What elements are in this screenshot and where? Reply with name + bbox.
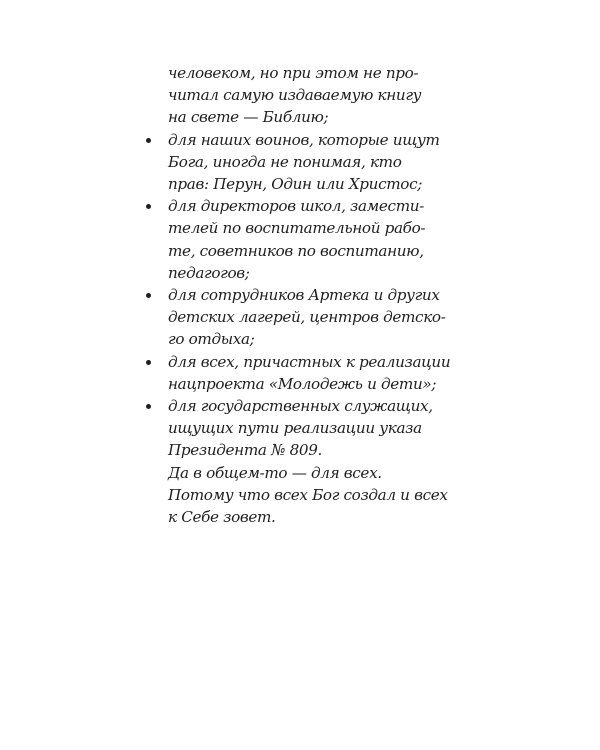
text-line: для сотрудников Артека и других xyxy=(168,286,440,305)
bullet-icon xyxy=(146,360,151,365)
bullet-icon xyxy=(146,138,151,143)
text-line: Бога, иногда не понимая, кто xyxy=(168,152,402,171)
text-line: педагогов; xyxy=(168,263,250,282)
text-line: для наших воинов, которые ищут xyxy=(168,130,440,149)
text-line: те, советников по воспитанию, xyxy=(168,241,424,260)
text-line: человеком, но при этом не про- xyxy=(168,64,419,82)
text-line: для государственных служащих, xyxy=(168,397,433,416)
text-line: прав: Перун, Один или Христос; xyxy=(168,175,423,194)
text-line: детских лагерей, центров детско- xyxy=(168,308,446,327)
list-item-warriors xyxy=(168,129,440,196)
text-line: го отдыха; xyxy=(168,330,255,349)
body-text xyxy=(168,62,451,528)
text-line: на свете — Библию; xyxy=(168,108,329,127)
text-line: для директоров школ, замести- xyxy=(168,197,424,216)
list-item-civil-servants xyxy=(168,395,433,462)
bullet-icon xyxy=(146,293,151,298)
bullet-icon xyxy=(146,204,151,209)
text-line: читал самую издаваемую книгу xyxy=(168,86,422,105)
text-line: для всех, причастных к реализации xyxy=(168,352,451,371)
text-line: телей по воспитательной рабо- xyxy=(168,219,426,238)
list-item-camp-staff xyxy=(168,284,446,351)
text-line: нацпроекта «Молодежь и дети»; xyxy=(168,374,437,393)
text-line: Президента № 809. xyxy=(168,441,322,460)
continuation-paragraph xyxy=(168,62,428,129)
text-line: ищущих пути реализации указа xyxy=(168,419,422,438)
text-line: Потому что всех Бог создал и всех xyxy=(168,485,448,504)
closing-paragraph xyxy=(168,462,448,529)
bullet-icon xyxy=(146,404,151,409)
list-item-school-directors xyxy=(168,195,428,284)
text-line: к Себе зовет. xyxy=(168,508,276,527)
text-line: Да в общем-то — для всех. xyxy=(168,463,382,482)
list-item-national-project xyxy=(168,351,451,395)
